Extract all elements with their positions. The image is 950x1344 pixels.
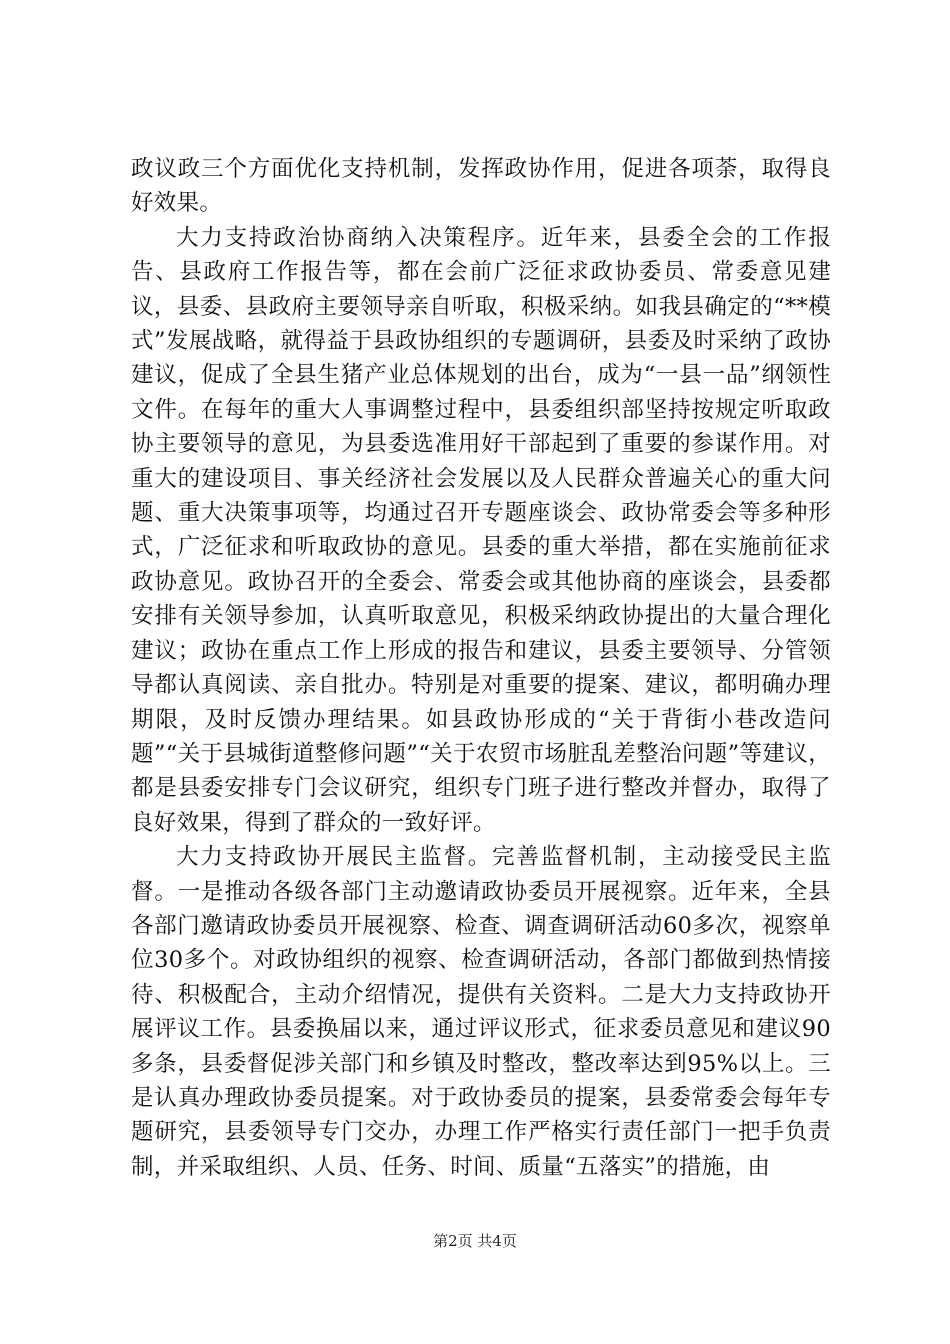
page-footer: 第2页 共4页 [433,1232,517,1250]
paragraph-democratic-supervision: 大力支持政协开展民主监督。完善监督机制，主动接受民主监督。一是推动各级各部门主动邀请政协委员开展视察。近年来，全县各部门邀请政协委员开展视察、检查、调查调研活动60多次，视察单位30多个。对政协组织的视察、检查调研活动，各部门都做到热情接待、积极配合，主动介绍情况，提供有关资料。二是大力支持政协开展评议工作。县委换届以来，通过评议形式，征求委员意见和建议90多条，县委督促涉关部门和乡镇及时整改，整改率达到95%以上。三是认真办理政协委员提案。对于政协委员的提案，县委常委会每年专题研究，县委领导专门交办，办理工作严格实行责任部门一把手负责制，并采取组织、人员、任务、时间、质量“五落实”的措施，由 [131,844,831,1180]
document-body [131,152,831,1184]
paragraph-political-consultation: 大力支持政治协商纳入决策程序。近年来，县委全会的工作报告、县政府工作报告等，都在会前广泛征求政协委员、常委意见建议，县委、县政府主要领导亲自听取，积极采纳。如我县确定的“**模式”发展战略，就得益于县政协组织的专题调研，县委及时采纳了政协建议，促成了全县生猪产业总体规划的出台，成为“一县一品”纲领性文件。在每年的重大人事调整过程中，县委组织部坚持按规定听取政协主要领导的意见，为县委选准用好干部起到了重要的参谋作用。对重大的建设项目、事关经济社会发展以及人民群众普遍关心的重大问题、重大决策事项等，均通过召开专题座谈会、政协常委会等多种形式，广泛征求和听取政协的意见。县委的重大举措，都在实施前征求政协意见。政协召开的全委会、常委会或其他协商的座谈会，县委都安排有关领导参加，认真听取意见，积极采纳政协提出的大量合理化建议；政协在重点工作上形成的报告和建议，县委主要领导、分管领导都认真阅读、亲自批办。特别是对重要的提案、建议，都明确办理期限，及时反馈办理结果。如县政协形成的“关于背街小巷改造问题”“关于县城街道整修问题”“关于农贸市场脏乱差整治问题”等建议，都是县委安排专门会议研究，组织专门班子进行整改并督办，取得了良好效果，得到了群众的一致好评。 [131,224,831,836]
paragraph-continuation: 政议政三个方面优化支持机制，发挥政协作用，促进各项荼，取得良好效果。 [131,156,831,217]
